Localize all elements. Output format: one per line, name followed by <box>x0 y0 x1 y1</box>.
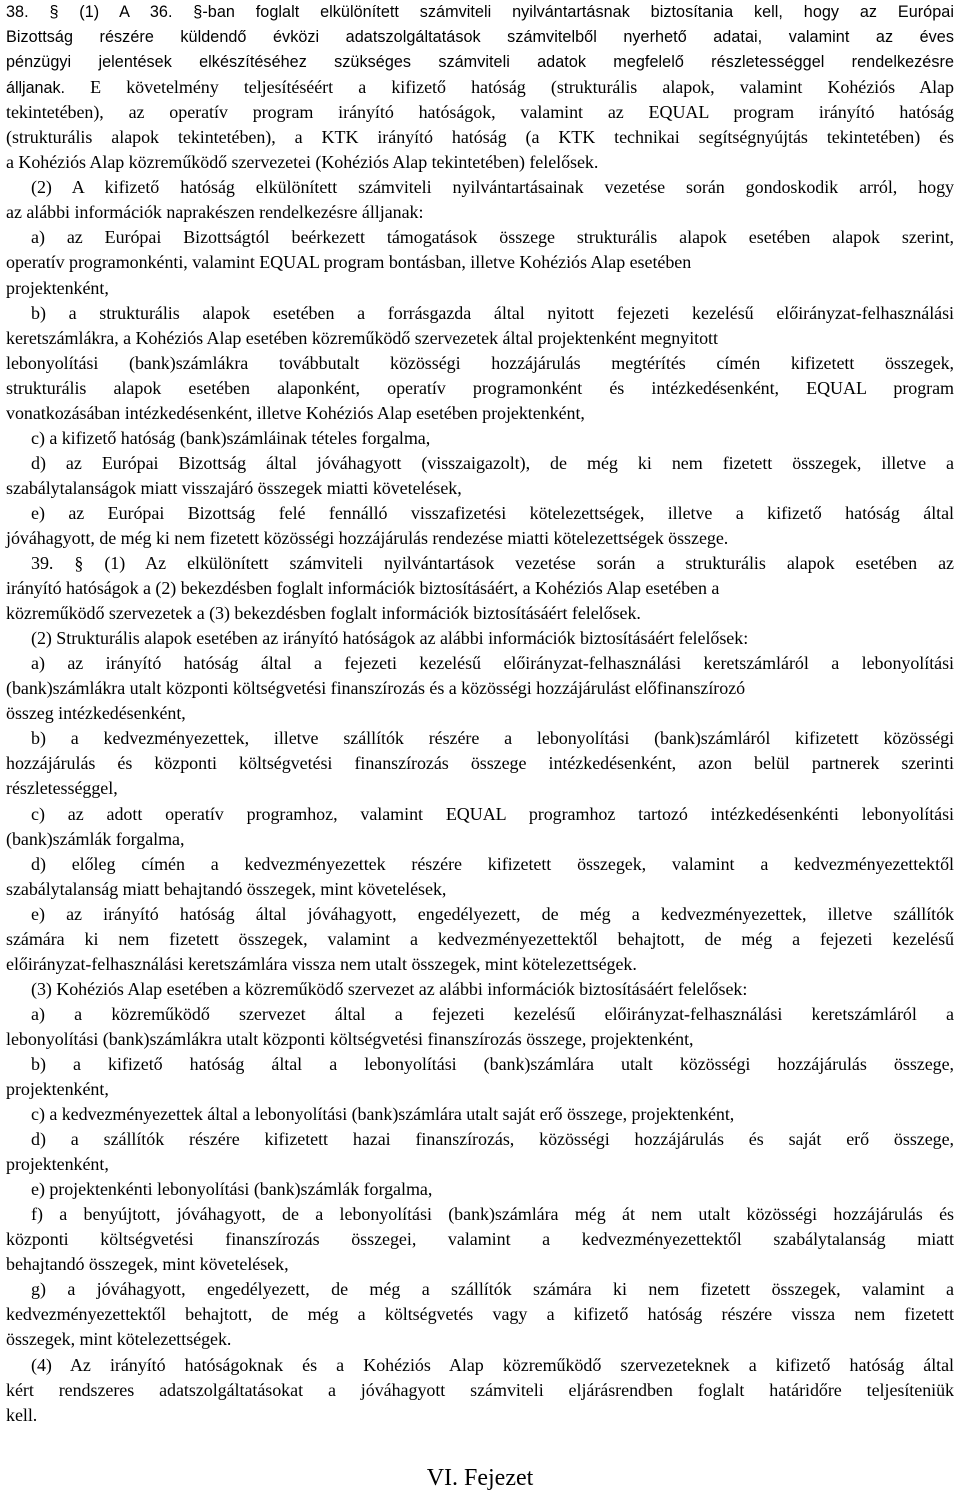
text-line: (4) Az irányító hatóságoknak és a Kohéziós Alap közreműködő szervezeteknek a kifizető hatóság által <box>31 1354 954 1375</box>
text-line: d) az Európai Bizottság által jóváhagyott (visszaigazolt), de még ki nem fizetett összegek, illetve a <box>31 452 954 473</box>
text-line: d) előleg címén a kedvezményezettek részére kifizetett összegek, valamint a kedvezményezettektől <box>31 853 954 874</box>
text-line: keretszámlákra, a Kohéziós Alap esetében közreműködő szervezetek által projektenként megnyitott <box>6 327 718 348</box>
text-line: a) az Európai Bizottságtól beérkezett támogatások összege strukturális alapok esetében alapok szerint, <box>31 227 954 248</box>
text-line: lebonyolítási (bank)számlákra továbbutalt közösségi hozzájárulás megtérítés címén kifizetett összegek, <box>6 352 954 373</box>
text-line: behajtandó összegek, mint követelések, <box>6 1254 289 1275</box>
text-line: c) a kifizető hatóság (bank)számláinak tételes forgalma, <box>31 427 431 448</box>
text-line: (3) Kohéziós Alap esetében a közreműködő szervezet az alábbi információk biztosításáért felelősek: <box>31 978 748 999</box>
text-line: b) a kedvezményezettek, illetve szállítók részére a lebonyolítási (bank)számláról kifizetett közösségi <box>31 728 954 749</box>
chapter-heading: VI. Fejezet <box>426 1465 534 1491</box>
text-line: 38. § (1) A 36. §-ban foglalt elkülönített számviteli nyilvántartásnak biztosítania kell, hogy az Európai <box>6 3 954 21</box>
text-line: (bank)számlákra utalt központi költségvetési finanszírozás és a közösségi hozzájárulást előfinanszírozó <box>6 678 746 699</box>
text-line: b) a kifizető hatóság által a lebonyolítási (bank)számlára utalt közösségi hozzájárulás összege, <box>31 1053 954 1074</box>
text-line: részletességgel, <box>6 778 118 799</box>
text-line: központi költségvetési finanszírozás összegei, valamint a kedvezményezettektől szabálytalanság miatt <box>6 1229 954 1250</box>
text-line: a Kohéziós Alap közreműködő szervezetei (Kohéziós Alap tekintetében) felelősek. <box>6 152 599 173</box>
text-line: (strukturális alapok tekintetében), a KTK irányító hatóság (a KTK technikai segítségnyújtás tekintetében) és <box>6 127 954 148</box>
text-line: összeg intézkedésenként, <box>6 703 186 724</box>
text-line: strukturális alapok esetében alaponként, operatív programonként és intézkedésenként, EQUAL program <box>6 377 954 398</box>
text-line: f) a benyújtott, jóváhagyott, de a lebonyolítási (bank)számlára még át nem utalt közösségi hozzájárulás és <box>31 1204 954 1225</box>
text-line: c) a kedvezményezettek által a lebonyolítási (bank)számlára utalt saját erő összege, projektenként, <box>31 1104 735 1125</box>
text-line: irányító hatóságok a (2) bekezdésben foglalt információk biztosításáért, a Kohéziós Alap esetében a <box>6 578 720 599</box>
text-line-serif-part: E követelmény teljesítéséért a kifizető hatóság (strukturális alapok, valamint Kohéziós Alap <box>64 77 954 98</box>
text-line: (2) A kifizető hatóság elkülönített számviteli nyilvántartásainak vezetése során gondoskodik arról, hogy <box>31 177 954 198</box>
text-line: szabálytalanság miatt behajtandó összegek, mint követelések, <box>6 878 447 899</box>
text-line: projektenként, <box>6 1154 109 1175</box>
text-line: g) a jóváhagyott, engedélyezett, de még a szállítók számára ki nem fizetett összegek, valamint a <box>31 1279 954 1300</box>
text-line: (bank)számlák forgalma, <box>6 828 185 849</box>
text-line: e) az Európai Bizottság felé fennálló visszafizetési kötelezettségek, illetve a kifizető hatóság által <box>31 502 954 523</box>
text-line <box>6 75 954 100</box>
text-line: kedvezményezettektől behajtott, de még a költségvetés vagy a kifizető hatóság részére vissza nem fizetett <box>6 1304 954 1325</box>
text-line: a) az irányító hatóság által a fejezeti kezelésű előirányzat-felhasználási keretszámláról a lebonyolítási <box>31 653 954 674</box>
document-page <box>6 0 954 1428</box>
text-line: 39. § (1) Az elkülönített számviteli nyilvántartások vezetése során a strukturális alapok esetében az <box>31 553 954 574</box>
text-line: szabálytalanságok miatt visszajáró összegek miatti követelések, <box>6 477 462 498</box>
text-line: számára ki nem fizetett összegek, valamint a kedvezményezettektől behajtott, de még a fejezeti kezelésű <box>6 928 954 949</box>
text-line: a) a közreműködő szervezet által a fejezeti kezelésű előirányzat-felhasználási keretszámláról a <box>31 1003 954 1024</box>
text-line: hozzájárulás és központi költségvetési finanszírozás összege intézkedésenként, azon belül partnerek szerinti <box>6 753 954 774</box>
text-line: operatív programonkénti, valamint EQUAL program bontásban, illetve Kohéziós Alap esetében <box>6 252 692 273</box>
text-line: vonatkozásában intézkedésenként, illetve Kohéziós Alap esetében projektenként, <box>6 402 585 423</box>
text-line: előirányzat-felhasználási keretszámlára vissza nem utalt összegek, mint kötelezettségek. <box>6 953 637 974</box>
text-line: c) az adott operatív programhoz, valamint EQUAL programhoz tartozó intézkedésenkénti lebonyolítási <box>31 803 954 824</box>
text-line: projektenként, <box>6 1079 109 1100</box>
text-line: projektenként, <box>6 277 109 298</box>
text-line: d) a szállítók részére kifizetett hazai finanszírozás, közösségi hozzájárulás és saját erő összege, <box>31 1129 954 1150</box>
text-line: (2) Strukturális alapok esetében az irányító hatóságok az alábbi információk biztosításáért felelősek: <box>31 628 749 649</box>
text-line: jóváhagyott, de még ki nem fizetett közösségi hozzájárulás rendezése miatti kötelezettségek összege. <box>6 527 729 548</box>
text-line: kell. <box>6 1404 38 1425</box>
text-line: tekintetében), az operatív program irányító hatóságok, valamint az EQUAL program irányító hatóság <box>6 102 954 123</box>
text-line: lebonyolítási (bank)számlákra utalt központi költségvetési finanszírozás összege, projektenként, <box>6 1028 694 1049</box>
document-body <box>6 0 954 1428</box>
text-line: összegek, mint kötelezettségek. <box>6 1329 232 1350</box>
text-line: b) a strukturális alapok esetében a forrásgazda által nyitott fejezeti kezelésű előirányzat-felhasználási <box>31 302 954 323</box>
text-line: kért rendszeres adatszolgáltatásokat a jóváhagyott számviteli eljárásrendben foglalt határidőre teljesíteniük <box>6 1379 954 1400</box>
text-line: e) az irányító hatóság által jóváhagyott, engedélyezett, de még a kedvezményezettek, illetve szállítók <box>31 903 954 924</box>
text-line-sans-part: álljanak. <box>6 79 65 98</box>
text-line: Bizottság részére küldendő évközi adatszolgáltatások számvitelből nyerhető adatai, valamint az éves <box>6 28 954 47</box>
text-line: az alábbi információk naprakészen rendelkezésre álljanak: <box>6 202 424 223</box>
text-line: pénzügyi jelentések elkészítéséhez szükséges számviteli adatok megfelelő részletességgel rendelkezésre <box>6 53 954 72</box>
text-line: e) projektenkénti lebonyolítási (bank)számlák forgalma, <box>31 1179 433 1200</box>
text-line: közreműködő szervezetek a (3) bekezdésben foglalt információk biztosításáért felelősek. <box>6 603 641 624</box>
